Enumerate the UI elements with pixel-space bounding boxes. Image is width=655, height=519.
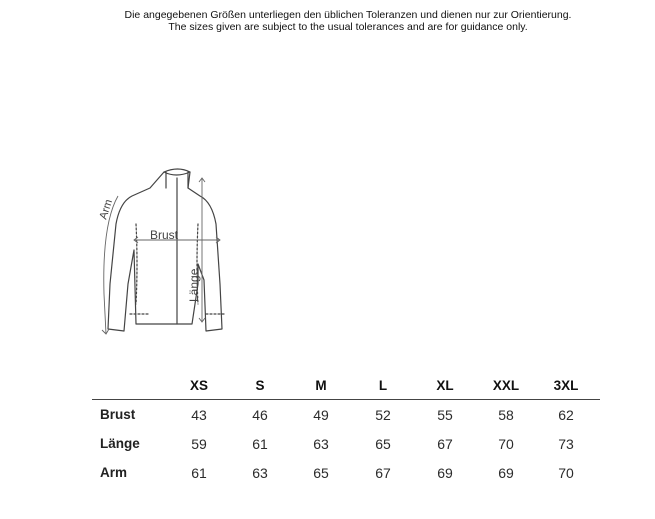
- brust-label: Brust: [150, 228, 179, 242]
- jacket-outline: [108, 169, 222, 331]
- table-cell: 70: [498, 436, 514, 452]
- size-column-header: S: [255, 378, 265, 393]
- row-label: Arm: [100, 465, 128, 480]
- table-cell: 70: [558, 465, 574, 481]
- table-row-laenge: [92, 429, 600, 458]
- table-cell: 61: [252, 436, 268, 452]
- table-cell: 49: [313, 407, 329, 423]
- jacket-measurement-diagram: [92, 164, 262, 348]
- table-cell: 46: [252, 407, 268, 423]
- row-label: Brust: [100, 407, 136, 422]
- size-column-header: 3XL: [553, 378, 579, 393]
- table-cell: 67: [375, 465, 391, 481]
- table-cell: 65: [375, 436, 391, 452]
- table-cell: 69: [498, 465, 514, 481]
- size-column-header: XS: [189, 378, 208, 393]
- size-table: [92, 371, 600, 487]
- table-cell: 67: [437, 436, 453, 452]
- size-column-header: M: [315, 378, 327, 393]
- table-cell: 43: [191, 407, 207, 423]
- table-cell: 61: [191, 465, 207, 481]
- table-cell: 65: [313, 465, 329, 481]
- notice-german: Die angegebenen Größen unterliegen den üblichen Toleranzen und dienen nur zur Orientierung.: [124, 9, 572, 21]
- laenge-label: Länge: [187, 268, 201, 302]
- size-column-header: XL: [436, 378, 454, 393]
- table-row-arm: [92, 458, 600, 487]
- table-row-brust: [92, 400, 600, 429]
- table-cell: 63: [313, 436, 329, 452]
- row-label: Länge: [100, 436, 140, 451]
- table-cell: 63: [252, 465, 268, 481]
- notice-english: The sizes given are subject to the usual tolerances and are for guidance only.: [168, 21, 528, 33]
- table-cell: 62: [558, 407, 574, 423]
- table-cell: 55: [437, 407, 453, 423]
- arm-label: Arm: [97, 198, 116, 221]
- size-column-header: L: [378, 378, 388, 393]
- table-cell: 73: [558, 436, 574, 452]
- size-column-header: XXL: [492, 378, 520, 393]
- size-header-row: [92, 371, 600, 400]
- table-cell: 52: [375, 407, 391, 423]
- table-cell: 58: [498, 407, 514, 423]
- table-cell: 59: [191, 436, 207, 452]
- table-cell: 69: [437, 465, 453, 481]
